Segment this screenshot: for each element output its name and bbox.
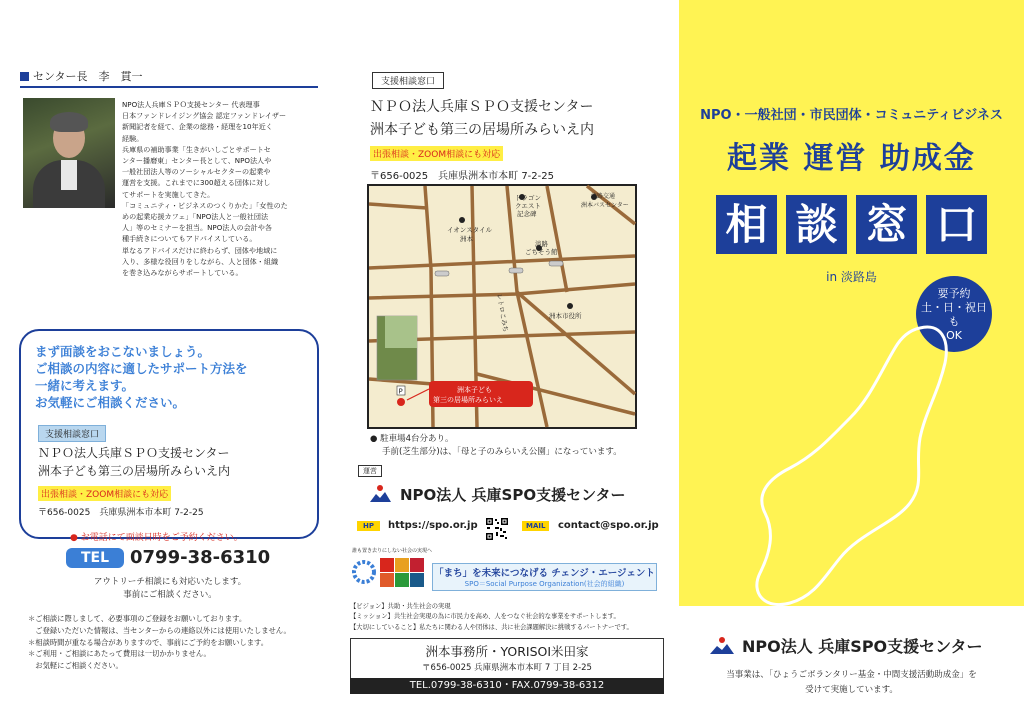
office-tel-fax: TEL.0799-38-6310・FAX.0799-38-6312 (350, 678, 664, 694)
note-line: ＊ご相談に際しまして、必要事項のご登録をお願いしております。 (28, 614, 247, 623)
branch-tag: 出張相談・ZOOM相談にも対応 (38, 486, 171, 501)
bio-line: てサポートを実施してきた。 (122, 189, 215, 199)
badge-line: OK (946, 329, 962, 342)
bio-line: 人」等のセミナーを担当。NPO法人の会計や各 (122, 223, 272, 233)
change-agent-box (432, 563, 657, 591)
spo-logo-icon (707, 636, 737, 656)
location-label: in 淡路島 (826, 270, 877, 284)
sdgs-caption: 誰も置き去りにしない社会の実現へ (352, 548, 433, 554)
outreach-line: アウトリーチ相談にも対応いたします。 (93, 577, 247, 587)
director-heading-text: センター長 李 貫一 (33, 70, 143, 83)
address: 〒656-0025 兵庫県洲本市本町 7-2-25 (38, 508, 204, 518)
badge-line: 土・日・祝日も (921, 301, 987, 328)
parking-note-text: ● 駐車場4台分あり。 (370, 434, 454, 444)
operator-name: NPO法人 兵庫SPO支援センター (400, 486, 626, 504)
consultation-tag: 支援相談窓口 (38, 425, 106, 442)
bio-line: 新聞記者を経て、企業の総務・経理を10年近く (122, 122, 273, 132)
map-label-aeon: 洲本 (460, 235, 473, 243)
vision-line: 【ビジョン】共助・共生社会の実現 (350, 603, 451, 610)
operator-tag: 運営 (358, 465, 382, 477)
location-map[interactable] (367, 184, 637, 429)
map-label-dragon: 記念碑 (517, 210, 537, 218)
bio-line: 日本ファンドレイジング協会 認定ファンドレイザー (122, 111, 287, 121)
title-kanji-box: 談 (786, 195, 847, 254)
map-label-goshiki: ごちそう館 (525, 248, 558, 256)
title-line: 一緒に考えます。 (35, 378, 135, 393)
tel-badge: TEL (66, 548, 124, 568)
square-bullet-icon (20, 72, 29, 81)
badge-line: 要予約 (937, 287, 971, 300)
sdgs-icons (352, 556, 428, 592)
director-bio (122, 99, 318, 278)
change-agent-title: 「まち」を未来につなげる チェンジ・エージェント (434, 568, 655, 579)
spo-logo-icon (367, 484, 393, 504)
fund-note: 受けて実施しています。 (805, 685, 898, 695)
change-agent-sub: SPO＝Social Purpose Organization(社会的組織) (464, 580, 625, 588)
bio-line: 兵庫県の補助事業「生きがいしごとサポートセ (122, 144, 271, 154)
title-kanji-box: 口 (926, 195, 987, 254)
bio-line: 種手続きについてもアドバイスしている。 (122, 234, 257, 244)
consultation-title (35, 343, 248, 411)
office-name: 洲本事務所・YORISOI米田家 (425, 644, 589, 659)
fund-note: 当事業は、「ひょうごボランタリー基金・中間支援活動助成金」を (726, 670, 977, 680)
reservation-note: ● お電話にて面談日時をご予約ください。 (70, 533, 243, 543)
consultation-tag: 支援相談窓口 (372, 72, 444, 89)
tel-number[interactable]: 0799-38-6310 (130, 547, 271, 568)
parking-note-line2: 手前(芝生部分)は、「母と子のみらいえ公園」になっています。 (382, 447, 622, 457)
map-label-bus: 洲本バスセンター (581, 202, 629, 209)
map-label-bus: 淡路交通 (591, 193, 616, 200)
org-name-line1: ＮＰＯ法人兵庫ＳＰＯ支援センター (38, 446, 230, 460)
title-line: ご相談の内容に適したサポート方法を (35, 361, 248, 376)
map-label-retro: レトロこみち (495, 292, 510, 333)
mail-badge: MAIL (522, 521, 549, 531)
bio-line: 単なるアドバイスだけに終わらず、団体や地域に (122, 245, 278, 255)
bio-line: 「コミュニティ・ビジネスのつくりかた」「女性のた (122, 200, 288, 210)
bio-line: めの起業応援カフェ」「NPO法人と一般社団法 (122, 212, 269, 222)
branch-tag: 出張相談・ZOOM相談にも対応 (370, 146, 503, 161)
bio-line: 運営を支援。これまでに300超える団体に対し (122, 178, 271, 188)
address: 〒656-0025 兵庫県洲本市本町 7-2-25 (370, 171, 554, 182)
note-line: お気軽にご相談ください。 (28, 661, 123, 671)
target-label: 第三の居場所みらいえ (433, 396, 503, 404)
qr-code-icon[interactable] (485, 517, 509, 541)
bio-line: ンター播磨東」センター長として、NPO法人や (122, 156, 272, 166)
note-line: ＊ご利用・ご相談にあたって費用は一切かかりません。 (28, 649, 211, 659)
cover-subtitle: NPO・一般社団・市民団体・コミュニティビジネス (700, 108, 1003, 123)
map-label-goshiki: 淡路 (535, 240, 548, 248)
parking-icon: P (398, 387, 403, 396)
title-line: お気軽にご相談ください。 (35, 395, 186, 410)
email-link[interactable]: contact@spo.or.jp (558, 520, 659, 531)
bio-line: 入り、多様な役回りをしながら、人と団体・組織 (122, 256, 279, 266)
map-label-dragon: クエスト (515, 202, 541, 210)
director-photo (23, 98, 115, 208)
bio-line: 経験。 (122, 133, 144, 143)
awaji-island-outline (720, 318, 990, 608)
cover-title: 起業 運営 助成金 (727, 141, 976, 176)
title-line: まず面談をおこないましょう。 (35, 344, 211, 359)
org-name-line2: 洲本子ども第三の居場所みらいえ内 (370, 122, 594, 138)
map-label-cityhall: 洲本市役所 (549, 312, 582, 320)
target-marker-icon (397, 398, 405, 406)
office-address: 〒656-0025 兵庫県洲本市本町 7 丁目 2-25 (422, 663, 592, 673)
vision-mission (350, 602, 633, 633)
hp-badge: HP (357, 521, 380, 531)
org-name: NPO法人 兵庫SPO支援センター (742, 637, 983, 656)
note-line: ご登録いただいた情報は、当センターからの連絡以外には使用いたしません。 (28, 625, 291, 635)
bio-line: を巻き込みながらサポートしている。 (122, 268, 243, 278)
parking-note-line1 (370, 432, 454, 444)
outreach-line: 事前にご相談ください。 (123, 590, 217, 600)
title-kanji-box: 窓 (856, 195, 917, 254)
outreach-note (30, 576, 310, 602)
vision-line: 【大切にしていること】私たちに関わる人や団体は、共に社会課題解決に挑戦するパートナーです。 (350, 623, 633, 631)
bio-line: NPO法人兵庫ＳＰＯ支援センター 代表理事 (122, 100, 260, 109)
map-label-dragon: ドラゴン (515, 194, 541, 202)
map-label-aeon: イオンスタイル (447, 226, 492, 234)
notes (28, 613, 291, 672)
bio-line: 一般社団法人等のソーシャルセクターの起業や (122, 167, 271, 177)
note-line: ＊相談時間が重なる場合がありますので、事前にご予約をお願いします。 (28, 637, 269, 647)
director-heading (20, 68, 318, 88)
vision-line: 【ミッション】共生社会実現の為に市民力を高め、人をつなぐ社会的な事業をサポートします。 (350, 613, 620, 621)
homepage-link[interactable]: https://spo.or.jp (388, 520, 478, 531)
org-name-line1: ＮＰＯ法人兵庫ＳＰＯ支援センター (370, 99, 594, 115)
title-kanji-box: 相 (716, 195, 777, 254)
org-name-line2: 洲本子ども第三の居場所みらいえ内 (38, 464, 231, 478)
target-label: 洲本子ども (457, 386, 492, 394)
